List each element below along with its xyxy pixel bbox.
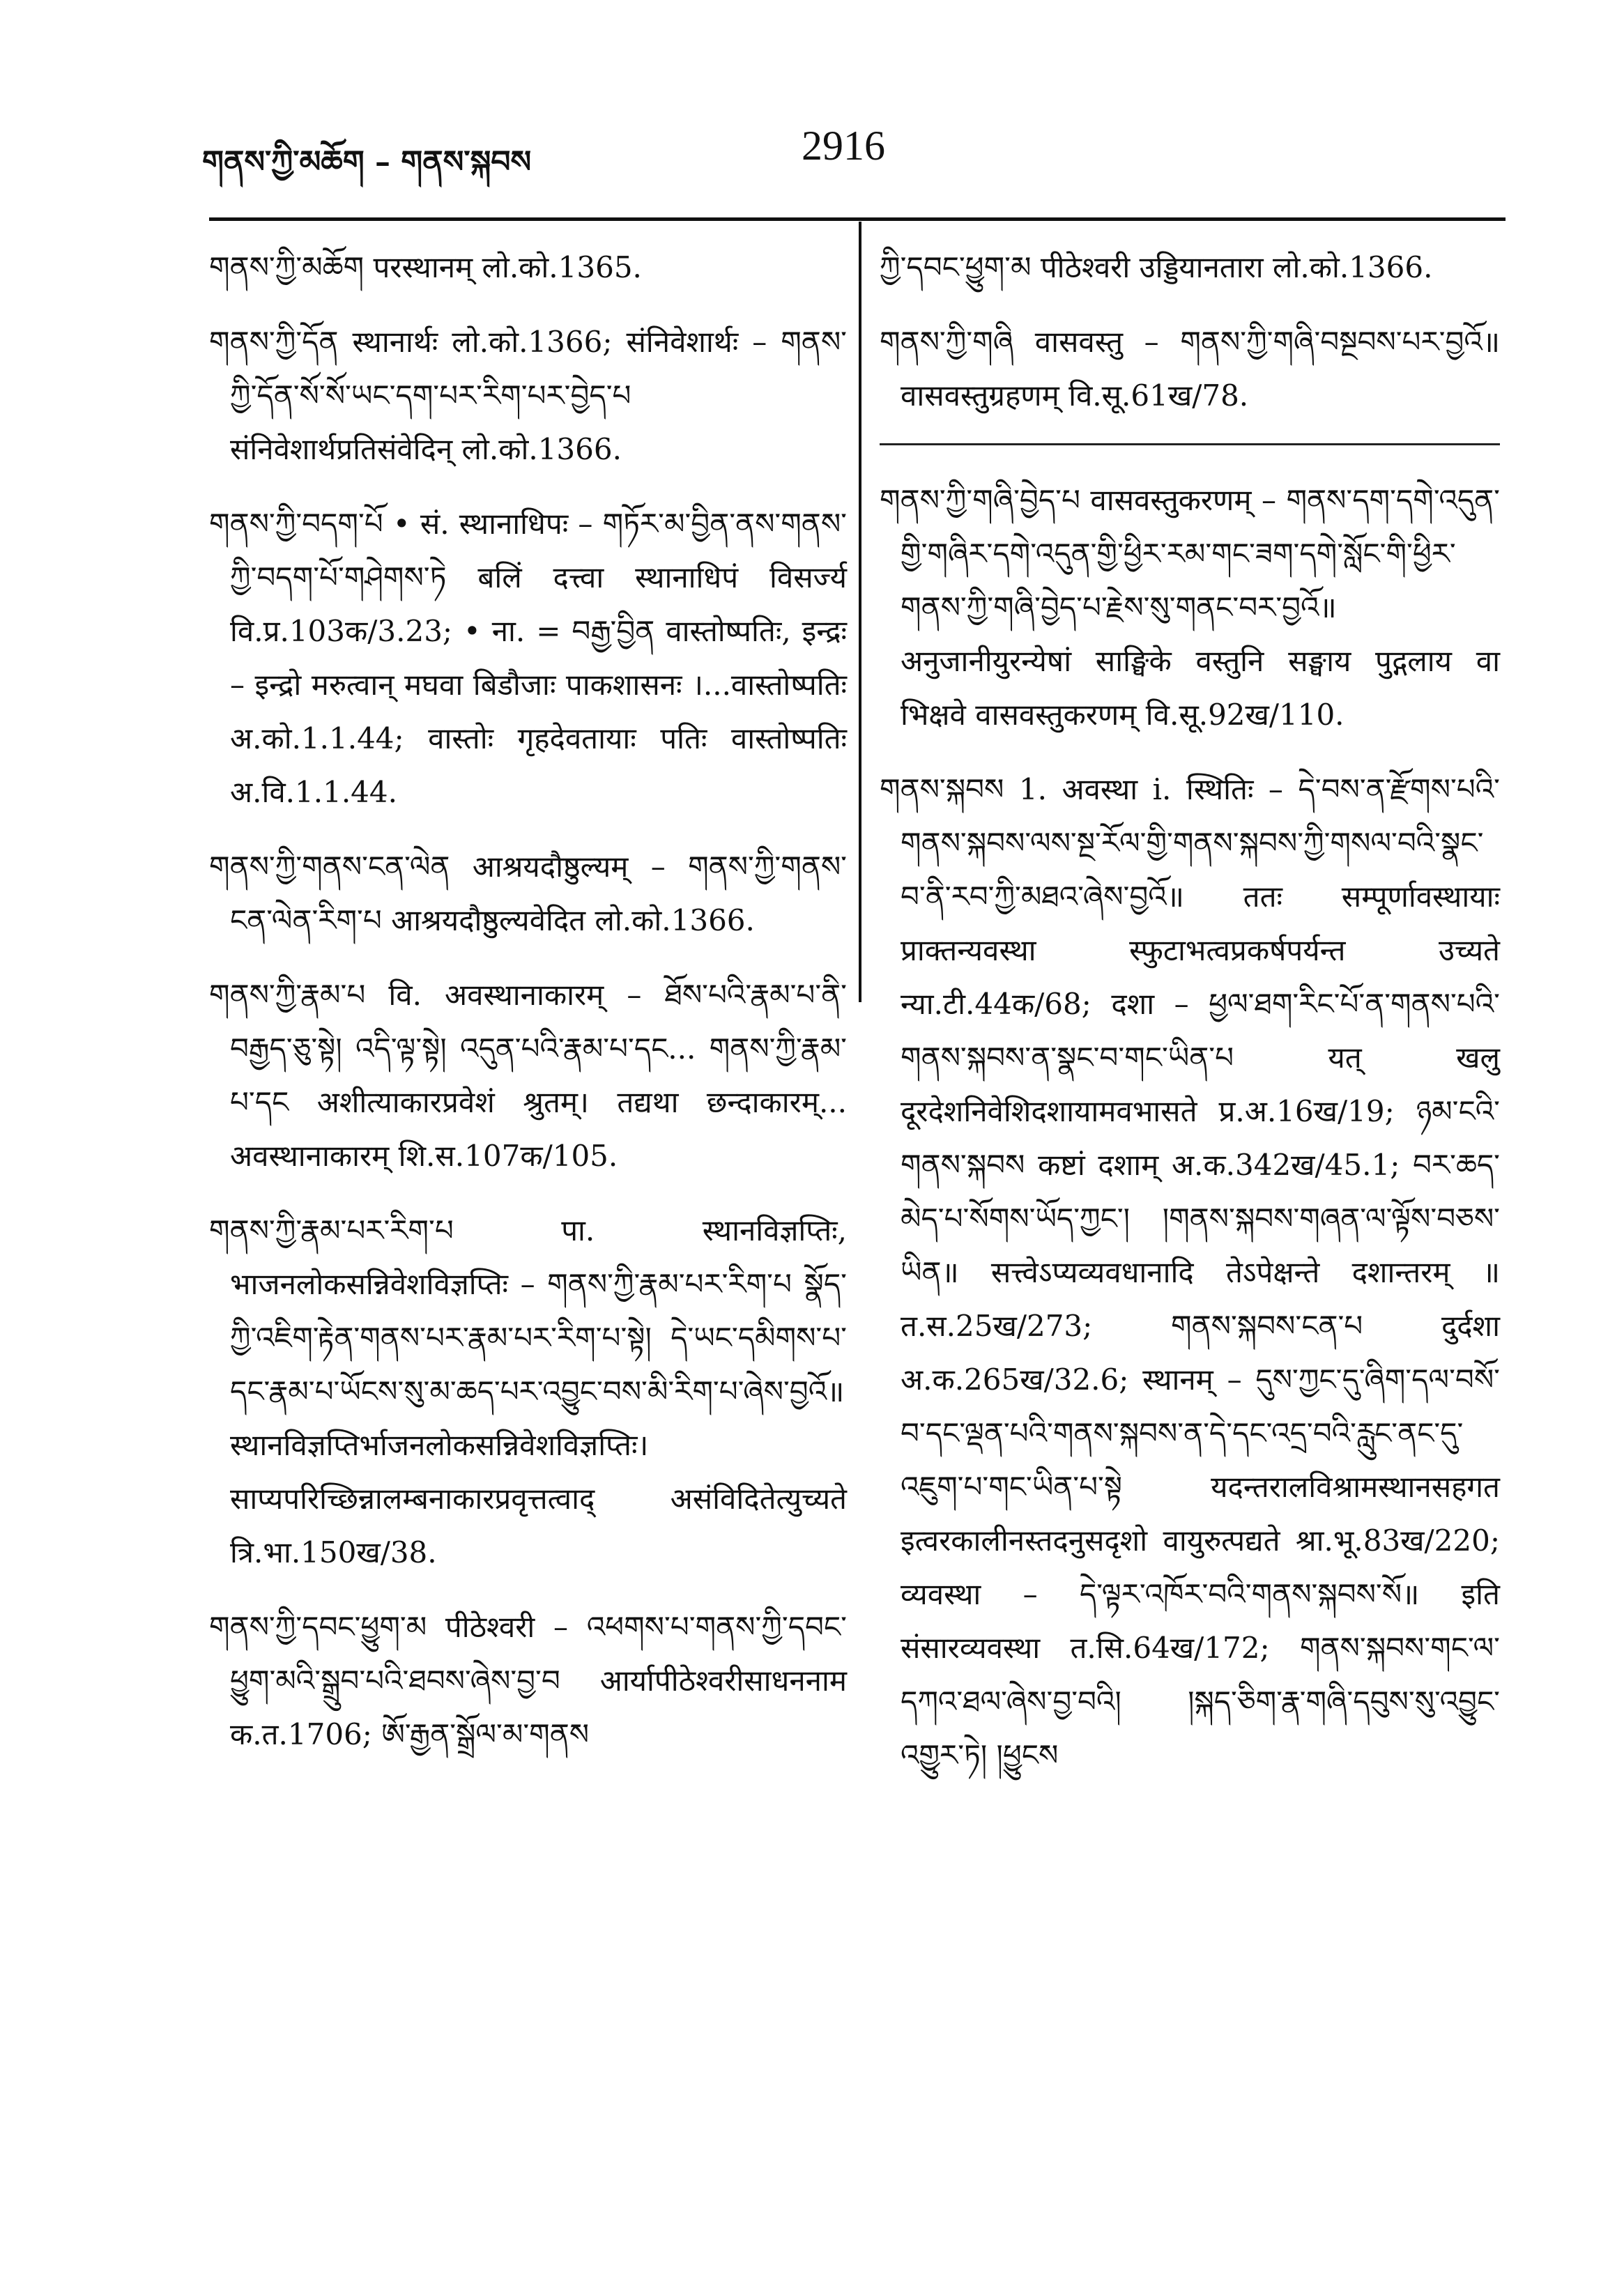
dictionary-entry: གནས་ཀྱི་བདག་པོ • सं. स्थानाधिपः – གཏོར་མ་བྱིན་ནས་གནས་ཀྱི་བདག་པོ་གཤེགས་ཏེ बलिं दत्त्वा स्थानाधिपं विसर्ज्य वि.प्र.103क/3.23; • ना. = བརྒྱ་བྱིན वास्तोष्पतिः, इन्द्रः – इन्द्रो मरुत्वान् मघवा बिडौजाः पाकशासनः ।...वास्तोष्पतिः अ.को.1.1.44; वास्तोः गृहदेवतायाः पतिः वास्तोष्पतिः अ.वि.1.1.44. (209, 507, 847, 809)
dictionary-entry: གནས་ཀྱི་རྣམ་པ वि. अवस्थानाकारम् – ཐོས་པའི་རྣམ་པ་ནི་བརྒྱད་ཅུ་སྟེ། འདི་ལྟ་སྟེ། འདུན་པའི་རྣམ་པ་དང... གནས་ཀྱི་རྣམ་པ་དང अशीत्याकारप्रवेशं श्रुतम्। तद्यथा छन्दाकारम्... अवस्थानाकारम् शि.स.107क/105. (209, 978, 847, 1173)
dictionary-entry: གནས་ཀྱི་གནས་ངན་ལེན आश्रयदौष्ठुल्यम् – གནས་ཀྱི་གནས་ངན་ལེན་རིག་པ आश्रयदौष्ठुल्यवेदित लो.को.1366. (209, 850, 847, 937)
dictionary-entry: གནས་ཀྱི་མཆོག परस्थानम् लो.को.1365. (209, 250, 642, 284)
header-rule (209, 217, 1506, 221)
dictionary-entry: གནས་ཀྱི་རྣམ་པར་རིག་པ पा. स्थानविज्ञप्तिः, भाजनलोकसन्निवेशविज्ञप्तिः – གནས་ཀྱི་རྣམ་པར་རིག་པ སྣོད་ཀྱི་འཇིག་རྟེན་གནས་པར་རྣམ་པར་རིག་པ་སྟེ། དེ་ཡང་དམིགས་པ་དང་རྣམ་པ་ཡོངས་སུ་མ་ཆད་པར་འབྱུང་བས་མི་རིག་པ་ཞེས་བྱའོ॥ स्थानविज्ञप्तिर्भाजनलोकसन्निवेशविज्ञप्तिः। साप्यपरिच्छिन्नालम्बनाकारप्रवृत्तत्वाद् असंविदितेत्युच्यते त्रि.भा.150ख/38. (209, 1213, 847, 1569)
section-divider (880, 443, 1500, 445)
running-head: གནས་ཀྱི་མཆོག – གནས་སྐབས (202, 144, 532, 180)
page-header (202, 122, 1499, 178)
dictionary-entry: ཀྱི་དབང་ཕྱུག་མ पीठेश्वरी उड्डियानतारा लो.को.1366. (880, 250, 1433, 284)
right-column (880, 240, 1500, 1803)
dictionary-entry: གནས་ཀྱི་གཞི वासवस्तु – གནས་ཀྱི་གཞི་བསྔབས་པར་བྱའོ॥ वासवस्तुग्रहणम् वि.सू.61ख/78. (880, 325, 1500, 413)
dictionary-entry: གནས་ཀྱི་གཞི་བྱེད་པ वासवस्तुकरणम् – གནས་དག་དགེ་འདུན་གྱི་གཞིར་དགེ་འདུན་གྱི་ཕྱིར་རམ་གང་ཟག་དགེ་སློང་གི་ཕྱིར་གནས་ཀྱི་གཞི་བྱེད་པ་རྗེས་སུ་གནང་བར་བྱའོ॥ अनुजानीयुरन्येषां साङ्घिके वस्तुनि सङ्घाय पुद्गलाय वा भिक्षवे वासवस्तुकरणम् वि.सू.92ख/110. (880, 483, 1500, 732)
left-column (209, 240, 847, 1782)
dictionary-entry: གནས་ཀྱི་དབང་ཕྱུག་མ पीठेश्वरी – འཕགས་པ་གནས་ཀྱི་དབང་ཕྱུག་མའི་སྒྲུབ་པའི་ཐབས་ཞེས་བྱ་བ आर्यापीठेश्वरीसाधननाम क.त.1706; ཨོ་རྒྱན་སྒྲོལ་མ་གནས (209, 1610, 847, 1751)
column-divider (859, 222, 861, 1002)
page-number: 2916 (802, 123, 885, 169)
dictionary-entry: གནས་ཀྱི་དོན स्थानार्थः लो.को.1366; संनिवेशार्थः – གནས་ཀྱི་དོན་སོ་སོ་ཡང་དག་པར་རིག་པར་བྱེད་པ संनिवेशार्थप्रतिसंवेदिन् लो.को.1366. (209, 325, 847, 466)
dictionary-entry: གནས་སྐབས 1. अवस्था i. स्थितिः – དེ་བས་ན་རྫོགས་པའི་གནས་སྐབས་ལས་སྔ་རོལ་གྱི་གནས་སྐབས་ཀྱི་གསལ་བའི་སྣང་བ་ནི་རབ་ཀྱི་མཐའ་ཞེས་བྱའོ॥ ततः सम्पूर्णावस्थायाः प्राक्तन्यवस्था स्फुटाभत्वप्रकर्षपर्यन्त उच्यते न्या.टी.44क/68; दशा – ཕྱལ་ཐག་རིང་པོ་ན་གནས་པའི་གནས་སྐབས་ན་སྣང་བ་གང་ཡིན་པ यत् खलु दूरदेशनिवेशिदशायामवभासते प्र.अ.16ख/19; ཉམ་ངའི་གནས་སྐབས कष्टां दशाम् अ.क.342ख/45.1; བར་ཆད་མེད་པ་སོགས་ཡོད་ཀྱང་། །གནས་སྐབས་གཞན་ལ་ལྟོས་བཅས་ཡིན॥ सत्त्वेऽप्यव्यवधानादि तेऽपेक्षन्ते दशान्तरम् ॥ त.स.25ख/273; གནས་སྐབས་ངན་པ दुर्दशा अ.क.265ख/32.6; स्थानम् – དུས་ཀྱང་དུ་ཞིག་དལ་བསོ་བ་དང་ལྡན་པའི་གནས་སྐབས་ན་དེ་དང་འདྲ་བའི་རླུང་ནང་དུ་འཇུག་པ་གང་ཡིན་པ་སྟེ यदन्तरालविश्रामस्थानसहगत इत्वरकालीनस्तदनुसदृशो वायुरुत्पद्यते श्रा.भू.83ख/220; व्यवस्था – དེ་ལྟར་འཁོར་བའི་གནས་སྐབས་སོ॥ इति संसारव्यवस्था त.सि.64ख/172; གནས་སྐབས་གང་ལ་དཀའ་ཐལ་ཞེས་བྱ་བའི། །སྐད་ཅིག་རྣ་གཞི་དབུས་སུ་འབྱུང་འགྱུར་ཏེ། །ཕྱུངས (880, 772, 1500, 1772)
